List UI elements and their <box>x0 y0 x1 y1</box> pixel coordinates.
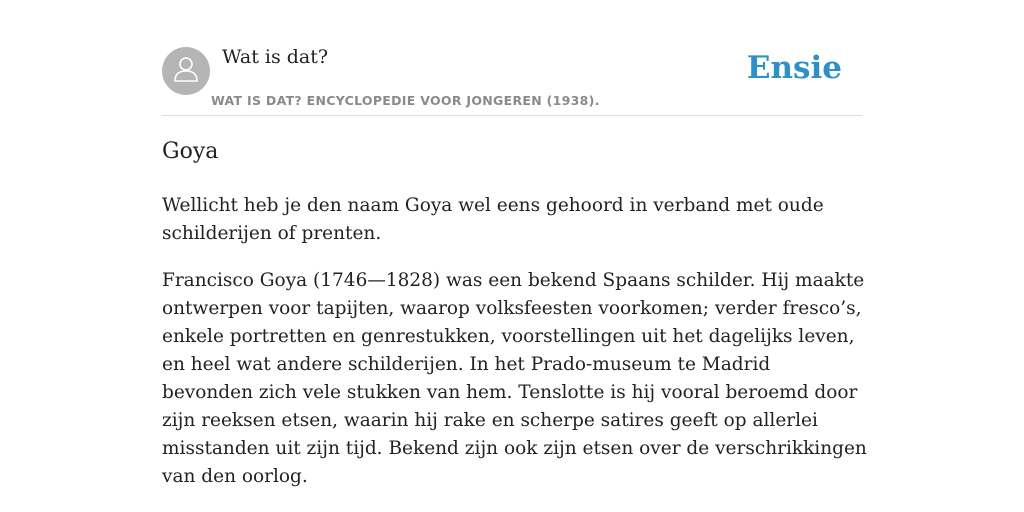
avatar[interactable] <box>162 47 210 95</box>
ensie-logo[interactable]: Ensie <box>746 50 842 86</box>
article-headword: Goya <box>162 139 219 164</box>
page-container <box>162 0 867 487</box>
source-title[interactable]: Wat is dat? <box>222 46 329 68</box>
article-paragraph: Francisco Goya (1746—1828) was een bekend Spaans schilder. Hij maakte ontwerpen voor tapijten, waarop volksfeesten voorkomen; verder fresco’s, enkele portretten en genrestukken, voorstellingen uit het dagelijks leven, en heel wat andere schilderijen. In het Prado-museum te Madrid bevonden zich vele stukken van hem. Tenslotte is hij vooral beroemd door zijn reeksen etsen, waarin hij rake en scherpe satires geeft op allerlei misstanden uit zijn tijd. Bekend zijn ook zijn etsen over de verschrikkingen van den oorlog. <box>162 270 867 487</box>
source-header <box>162 0 862 116</box>
source-subtitle: WAT IS DAT? ENCYCLOPEDIE VOOR JONGEREN (1938). <box>211 93 600 108</box>
article-paragraph: Wellicht heb je den naam Goya wel eens gehoord in verband met oude schilderijen of prenten. <box>162 195 824 244</box>
user-icon <box>173 55 199 87</box>
